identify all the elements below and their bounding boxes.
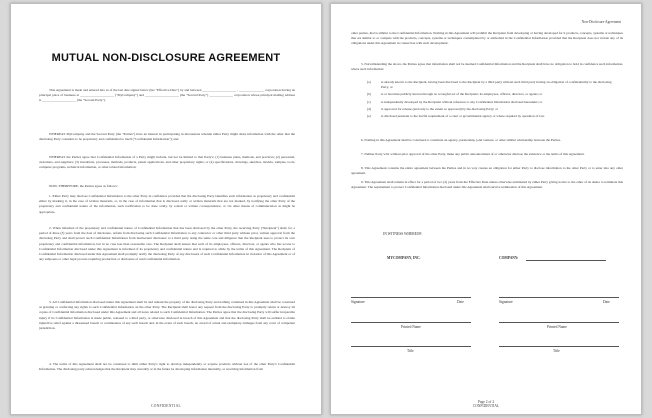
signature-line [499,297,619,298]
page-number: Page 2 of 2 [477,399,495,404]
now-therefore-line: NOW, THEREFORE, the Parties agree as follows: [49,184,118,188]
document-page-1 [10,3,322,415]
clause-7: 7. Neither Party will, without prior approval of the other Party, make any public announcement of or otherwise disclose the existence or the terms of this Agreement. [361,152,585,156]
list-text: is approved for release (and only to the extent so approved) by the disclosing Party; or [381,106,499,111]
list-item [367,92,617,97]
title-label: Title [407,349,414,353]
page-footer [331,400,641,409]
clause-6: 6. Nothing in this Agreement shall be construed to constitute an agency, partnership, joint venture, or other similar relationship between the Parties. [361,138,561,142]
clause-9: 9. This Agreement shall remain in effect for a period of two (2) years from the Effective Date unless otherwise terminated by either Party giving notice to the other of its desire to terminate this Agreement. The requirement to protect Confidential Information disclosed under this Agreement shall survive termination of this Agreement. [351,180,623,190]
clause-8: 8. This Agreement contains the entire agreement between the Parties and in no way creates an obligation for either Party to disclose information to the other Party or to enter into any other agreement. [351,166,623,176]
list-item [367,107,617,112]
date-label: Date [603,300,610,304]
page-header: Non-Disclosure Agreement [581,20,621,24]
printed-name-line [351,322,471,323]
list-item [367,100,617,105]
title-line [499,346,619,347]
list-text: is independently developed by the Recipient without reference to any Confidential Information disclosed hereunder; or [381,99,543,104]
witness-heading: IN WITNESS WHEREOF: [383,232,423,236]
list-marker: (e) [367,114,371,119]
party-b-name: COMPANY: [499,256,519,260]
document-title: MUTUAL NON-DISCLOSURE AGREEMENT [51,52,281,64]
whereas-paragraph-1: WHEREAS MyCompany and the Second Party (the "Parties") have an interest in participating in discussions wherein either Party might share information with the other that the disclosing Party considers to be proprietary and confidential to itself ("Confidential Information"); and [39,132,295,142]
clause-1: 1. Either Party may disclose Confidential Information to the other Party in confidence provided that the disclosing Party identifies such information as proprietary and confidential either by marking it, in the case of written materials, or, in the case of information that is disclosed orally or written materials that are not marked, by notifying the other Party of the proprietary and confidential nature of the information, such notification to be done orally, by e-mail or written correspondence, or via other means of communication as might be appropriate. [39,194,295,214]
page-footer: CONFIDENTIAL [151,404,181,408]
list-marker: (d) [367,106,371,111]
list-marker: (b) [367,92,371,97]
printed-name-label: Printed Name [401,325,421,329]
title-label: Title [553,349,560,353]
signature-label: Signature [351,300,365,304]
list-text: is or becomes publicly known through no wrongful act of the Recipient, its employees, officers, directors, or agents; or [381,92,543,97]
list-text: is disclosed pursuant to the lawful requirement of a court or governmental agency or where required by operation of law. [381,114,545,119]
clause-5: 5. Notwithstanding the above, the Parties agree that information shall not be deemed Confidential Information and the Recipient shall have no obligation to hold in confidence such information, where such information: [351,62,623,72]
clause-4-continued: other parties, that is similar to the Confidential Information. Nothing in this Agreement will prohibit the Recipient from developing or having developed for it products, concepts, systems or techniques that are similar to or compete with the products, concepts, systems or techniques contemplated by or embodied in the Confidential Information provided that the Recipient does not violate any of its obligations under this Agreement in connection with such development. [351,31,623,46]
printed-name-label: Printed Name [547,325,567,329]
list-marker: (c) [367,99,371,104]
clause-4: 4. The terms of this Agreement shall not be construed to limit either Party's right to develop independently or acquire products without use of the other Party's Confidential Information. The disclosing party acknowledges that the Recipient may currently or in the future be developing information internally, or receiving information from [39,362,295,372]
title-line [351,346,471,347]
document-page-2 [330,3,642,415]
party-a-name: MYCOMPANY, INC. [387,256,421,260]
signature-line [351,297,471,298]
list-text: is already known to the Recipient, having been disclosed to the Recipient by a third party without such third party having an obligation of confidentiality to the disclosing Party; or [381,80,612,90]
printed-name-line [499,322,619,323]
party-b-name-line [526,260,606,261]
date-label: Date [457,300,464,304]
clause-3: 3. All Confidential Information disclosed under this Agreement shall be and remain the property of the disclosing Party and nothing contained in this Agreement shall be construed as granting or conferring any rights to such Confidential Information on the other Party. The Recipient shall honor any request from the disclosing Party to promptly return or destroy all copies of Confidential Information disclosed under this Agreement and all notes related to such Confidential Information. The Parties agree that the disclosing Party will suffer irreparable injury if its Confidential Information is made public, released to a third party, or otherwise disclosed in breach of this Agreement and that the disclosing Party shall be entitled to obtain injunctive relief against a threatened breach or continuation of any such breach and, in the event of such breach, an award of actual and exemplary damages from any court of competent jurisdiction. [39,300,295,331]
clause-2: 2. When informed of the proprietary and confidential nature of Confidential Information that has been disclosed by the other Party, the receiving Party ("Recipient") shall, for a period of three (3) years from the date of disclosure, refrain from disclosing such Confidential Information to any contractor or other third party without prior, written approval from the disclosing Party and shall protect such Confidential Information from inadvertent disclosure to a third party using the same care and diligence that the Recipient uses to protect its own proprietary and confidential information, but in no case less than reasonable care. The Recipient shall ensure that each of its employees, officers, directors, or agents who has access to Confidential Information disclosed under this Agreement is informed of its proprietary and confidential nature and is required to abide by the terms of this Agreement. The Recipient of Confidential Information disclosed under this Agreement shall promptly notify the disclosing Party of any disclosure of such Confidential Information in violation of this Agreement or of any subpoena or other legal process requiring production or disclosure of said Confidential Information. [39,226,295,262]
confidential-label: CONFIDENTIAL [472,404,500,409]
list-item [367,80,617,90]
whereas-paragraph-2: WHEREAS the Parties agree that Confidential Information of a Party might include, but not be limited to that Party's: (1) business plans, methods, and practices; (2) personnel, customers, and suppliers; (3) inventions, processes, methods, products, patent applications, and other proprietary rights; or (4) specifications, drawings, sketches, models, samples, tools, computer programs, technical information, or other related information; [39,155,295,170]
intro-paragraph: This Agreement is made and entered into as of the last date signed below (the "Effective Date") by and between ____________________ , _______________ corporation having its principal place of business at ____________________ ("MyCompany") and ____________________ (the "Second Party") ______________ corporation whose principal mailing address is ____________________ (the "Second Party"). [39,88,295,103]
list-item [367,114,617,119]
signature-label: Signature [499,300,513,304]
list-marker: (a) [367,80,371,84]
exclusions-list [367,80,617,119]
